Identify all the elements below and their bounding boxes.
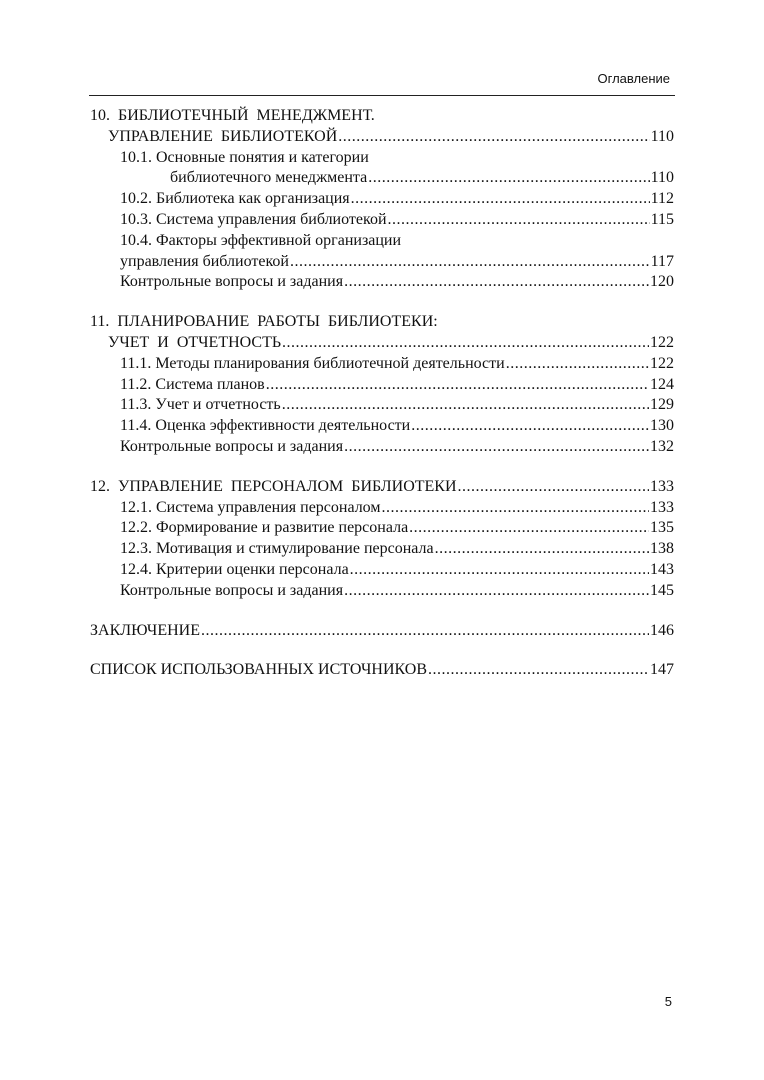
section-12-1-page: 133: [650, 498, 674, 516]
section-12-1-entry[interactable]: [90, 498, 674, 519]
sources-title: СПИСОК ИСПОЛЬЗОВАННЫХ ИСТОЧНИКОВ: [90, 661, 428, 679]
section-12-4-page: 143: [650, 560, 674, 578]
chapter-11-page: 122: [650, 333, 674, 351]
leader-dots: [201, 621, 649, 642]
section-10-1-line1: 10.1. Основные понятия и категории: [120, 148, 369, 166]
section-10-2-title: 10.2. Библиотека как организация: [120, 190, 350, 208]
chapter-11-questions-title: Контрольные вопросы и задания: [120, 437, 344, 455]
section-10-2-entry[interactable]: [90, 189, 674, 210]
section-11-1-entry[interactable]: [90, 354, 674, 375]
chapter-10-page: 110: [650, 127, 674, 145]
leader-dots: [344, 581, 649, 602]
leader-dots: [458, 477, 649, 498]
page-number: 5: [664, 994, 672, 1009]
chapter-11-questions-entry[interactable]: [90, 437, 674, 458]
section-10-1-entry[interactable]: [90, 168, 674, 189]
section-10-3-entry[interactable]: [90, 210, 674, 231]
leader-dots: [344, 272, 649, 293]
section-12-3-entry[interactable]: [90, 539, 674, 560]
leader-dots: [350, 560, 649, 581]
chapter-12-title: 12. УПРАВЛЕНИЕ ПЕРСОНАЛОМ БИБЛИОТЕКИ: [90, 477, 457, 495]
chapter-10-questions-entry[interactable]: [90, 272, 674, 293]
section-12-2-page: 135: [650, 519, 674, 537]
leader-dots: [382, 498, 650, 519]
conclusion-page: 146: [650, 621, 674, 639]
section-11-3-title: 11.3. Учет и отчетность: [120, 396, 281, 414]
chapter-12-entry[interactable]: [90, 477, 674, 498]
leader-dots: [338, 127, 649, 148]
header-rule: [89, 95, 675, 96]
leader-dots: [351, 189, 650, 210]
section-12-4-entry[interactable]: [90, 560, 674, 581]
chapter-10-questions-title: Контрольные вопросы и задания: [120, 273, 344, 291]
section-12-4-title: 12.4. Критерии оценки персонала: [120, 560, 349, 578]
leader-dots: [368, 168, 649, 189]
leader-dots: [435, 539, 649, 560]
chapter-10-title-line2: УПРАВЛЕНИЕ БИБЛИОТЕКОЙ: [108, 127, 338, 145]
section-10-1-page: 110: [650, 169, 674, 187]
section-10-2-page: 112: [650, 190, 674, 208]
section-10-3-page: 115: [650, 210, 674, 228]
leader-dots: [282, 395, 649, 416]
chapter-spacer: [90, 293, 674, 312]
section-11-4-entry[interactable]: [90, 416, 674, 437]
section-11-4-title: 11.4. Оценка эффективности деятельности: [120, 417, 411, 435]
conclusion-title: ЗАКЛЮЧЕНИЕ: [90, 621, 200, 639]
section-10-4-line1: 10.4. Факторы эффективной организации: [120, 231, 402, 249]
chapter-11-title-line1: 11. ПЛАНИРОВАНИЕ РАБОТЫ БИБЛИОТЕКИ:: [90, 313, 438, 331]
chapter-10-title-line1: 10. БИБЛИОТЕЧНЫЙ МЕНЕДЖМЕНТ.: [90, 107, 375, 124]
chapter-12-questions-entry[interactable]: [90, 581, 674, 602]
chapter-12-questions-page: 145: [650, 581, 674, 599]
leader-dots: [428, 660, 649, 681]
chapter-11-entry[interactable]: [90, 333, 674, 354]
chapter-10-entry[interactable]: [90, 127, 674, 148]
section-10-4-entry[interactable]: [90, 252, 674, 273]
section-11-4-page: 130: [650, 417, 674, 435]
leader-dots: [388, 210, 650, 231]
conclusion-entry[interactable]: [90, 621, 674, 642]
chapter-11-questions-page: 132: [650, 437, 674, 455]
section-10-4-line2: управления библиотекой: [120, 252, 289, 270]
chapter-11-title-line2: УЧЕТ И ОТЧЕТНОСТЬ: [108, 333, 282, 351]
section-10-3-title: 10.3. Система управления библиотекой: [120, 210, 387, 228]
section-11-2-entry[interactable]: [90, 375, 674, 396]
section-10-4-page: 117: [650, 252, 674, 270]
leader-dots: [266, 375, 649, 396]
section-12-2-title: 12.2. Формирование и развитие персонала: [120, 519, 409, 537]
leader-dots: [290, 252, 650, 273]
section-11-2-page: 124: [650, 375, 674, 393]
section-11-3-page: 129: [650, 396, 674, 414]
running-header: Оглавление: [597, 71, 670, 86]
chapter-10-questions-page: 120: [650, 273, 674, 291]
chapter-spacer: [90, 641, 674, 660]
leader-dots: [409, 518, 649, 539]
section-12-1-title: 12.1. Система управления персоналом: [120, 498, 381, 516]
leader-dots: [411, 416, 649, 437]
section-11-3-entry[interactable]: [90, 395, 674, 416]
sources-page: 147: [650, 661, 674, 679]
chapter-12-page: 133: [650, 477, 674, 495]
sources-entry[interactable]: [90, 660, 674, 681]
section-12-3-title: 12.3. Мотивация и стимулирование персонала: [120, 540, 434, 558]
section-11-2-title: 11.2. Система планов: [120, 375, 265, 393]
leader-dots: [282, 333, 649, 354]
section-12-2-entry[interactable]: [90, 518, 674, 539]
section-11-1-title: 11.1. Методы планирования библиотечной деятельности: [120, 354, 505, 372]
table-of-contents: [90, 106, 674, 681]
section-10-1-line2: библиотечного менеджмента: [170, 169, 368, 187]
section-11-1-page: 122: [650, 354, 674, 372]
leader-dots: [506, 354, 649, 375]
chapter-spacer: [90, 602, 674, 621]
chapter-spacer: [90, 458, 674, 477]
chapter-12-questions-title: Контрольные вопросы и задания: [120, 581, 344, 599]
leader-dots: [344, 437, 649, 458]
section-12-3-page: 138: [650, 540, 674, 558]
